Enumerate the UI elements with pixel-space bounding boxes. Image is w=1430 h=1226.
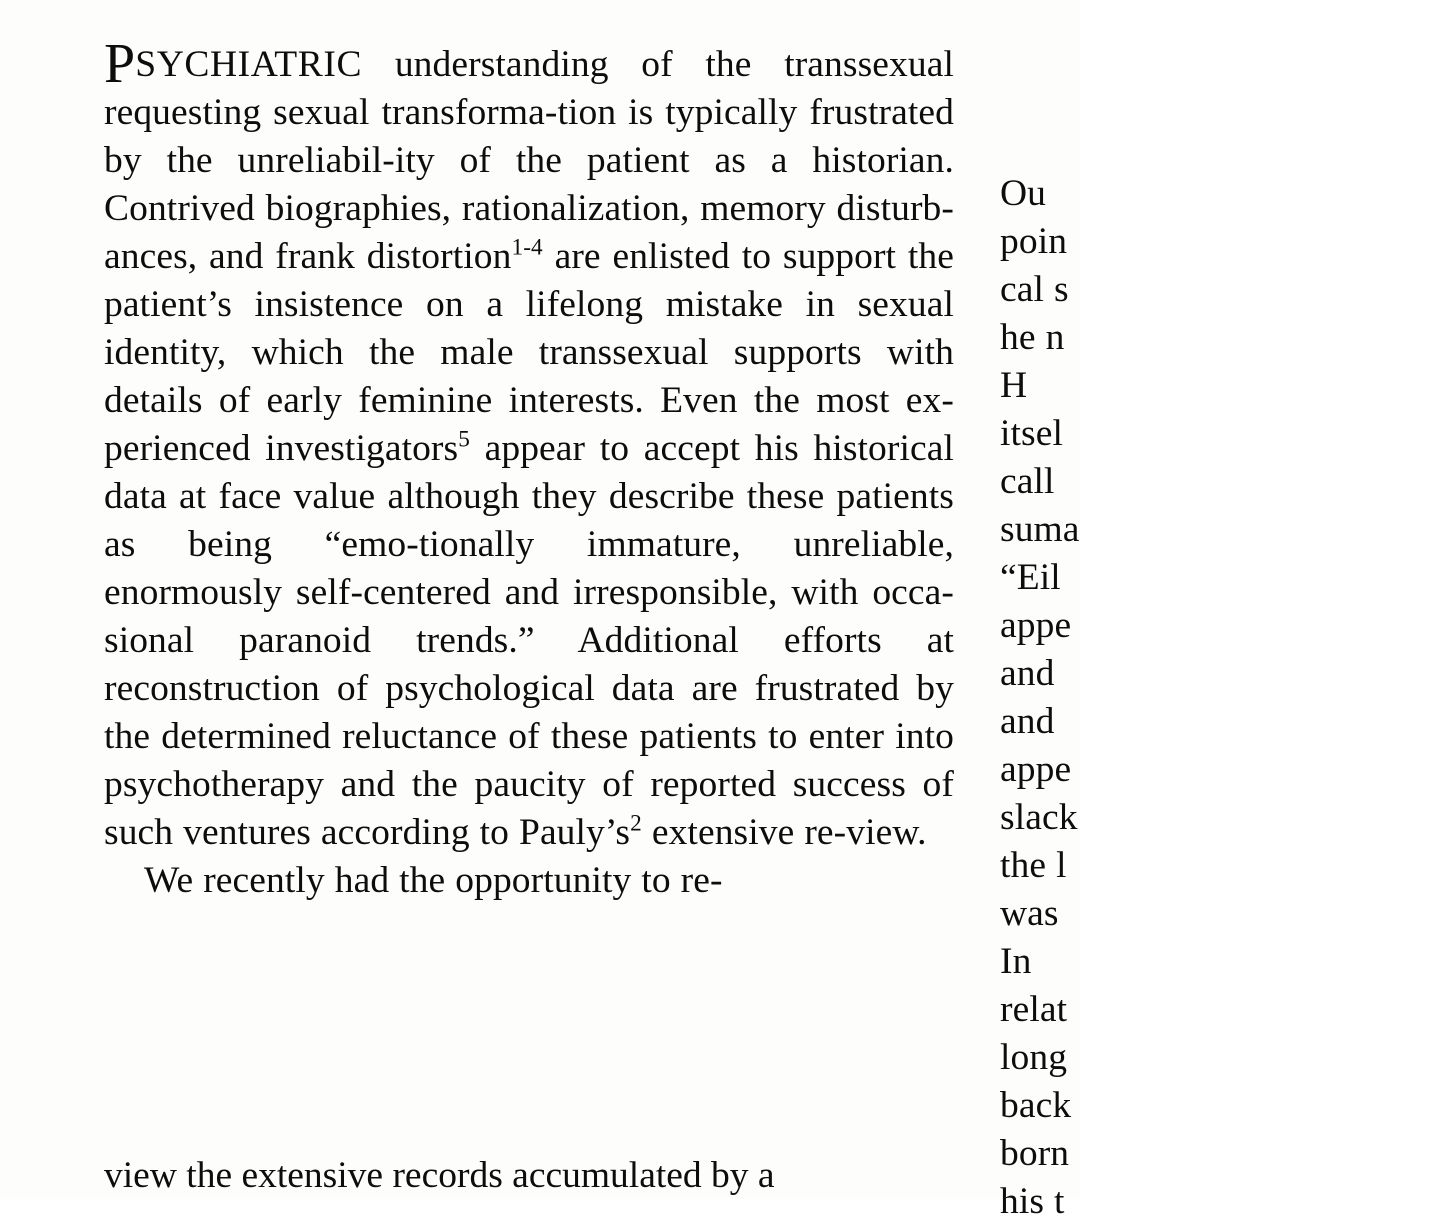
right-column-line-20: born <box>1000 1133 1070 1174</box>
right-column-line-16: In <box>1000 941 1032 982</box>
left-text-column <box>104 33 955 905</box>
paragraph-opening <box>104 33 955 857</box>
right-column-line-8: “Eil <box>1000 557 1061 598</box>
right-column-line-1: poin <box>1000 221 1068 262</box>
right-column-line-10: and <box>1000 653 1055 694</box>
clipped-bottom-line: view the extensive records accumulated by a <box>104 1155 775 1196</box>
right-column-line-7: suma <box>1000 509 1080 550</box>
right-column-line-21: his t <box>1000 1181 1065 1222</box>
right-column-line-3: he n <box>1000 317 1065 358</box>
right-column-line-4: H <box>1000 365 1028 406</box>
paragraph-text-part-3: appear to accept his historical data at face value although they describe these patients as being “emo-tionally immature, unreliable, enormously self-centered and irresponsible, with occa-sional paranoid trends.” Additional efforts at reconstruction of psychological data are frustrated by the determined reluctance of these patients to enter into psychotherapy and the paucity of reported success of such ventures according to Pauly’s <box>104 428 955 853</box>
clipped-bottom-line-container <box>104 1155 954 1200</box>
right-column-line-19: back <box>1000 1085 1072 1126</box>
paragraph-second: We recently had the opportunity to re- <box>144 860 723 901</box>
right-column-line-5: itsel <box>1000 413 1063 454</box>
right-column-line-18: long <box>1000 1037 1068 1078</box>
right-column-line-17: relat <box>1000 989 1068 1030</box>
right-column-line-13: slack <box>1000 797 1078 838</box>
footnote-reference-3: 2 <box>630 810 642 837</box>
right-column-line-11: and <box>1000 701 1055 742</box>
footnote-reference-1: 1-4 <box>511 234 543 261</box>
right-column-line-0: Ou <box>1000 173 1047 214</box>
right-column-line-9: appe <box>1000 605 1072 646</box>
right-column-line-6: call <box>1000 461 1055 502</box>
paragraph-text-part-2: are enlisted to support the patient’s insistence on a lifelong mistake in sexual identity, which the male transsexual supports with details of early feminine interests. Even the most ex-perienced investigators <box>104 236 954 469</box>
right-column-line-12: appe <box>1000 749 1072 790</box>
footnote-reference-2: 5 <box>458 426 470 453</box>
small-caps-word: SYCHIATRIC <box>135 44 363 85</box>
right-column-line-14: the l <box>1000 845 1067 886</box>
paragraph-text-part-1: understanding of the transsexual requesting sexual transforma-tion is typically frustrated by the unreliabil-ity of the patient as a historian. Contrived biographies, rationalization, memory disturb-ances, and frank distortion <box>104 44 954 277</box>
drop-cap-initial: P <box>104 33 136 95</box>
right-column-line-15: was <box>1000 893 1059 934</box>
right-column-line-2: cal s <box>1000 269 1069 310</box>
right-text-column <box>1000 170 1430 1226</box>
paragraph-text-part-4: extensive re-view. <box>641 812 927 853</box>
